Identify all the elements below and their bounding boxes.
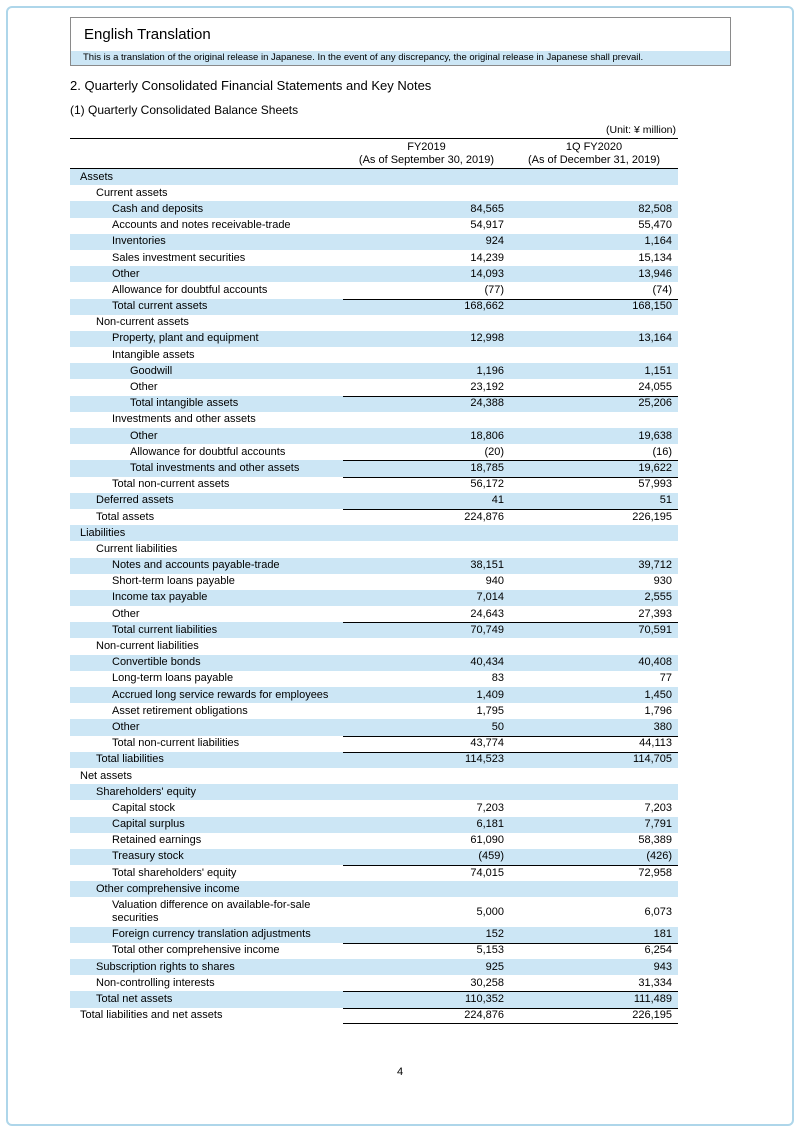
row-label: Total liabilities <box>96 753 164 766</box>
value-1q-fy2020: (426) <box>646 850 672 863</box>
row-label: Total net assets <box>96 992 173 1005</box>
row-label: Notes and accounts payable-trade <box>112 559 280 572</box>
value-1q-fy2020: 57,993 <box>510 477 678 493</box>
value-1q-fy2020: 2,555 <box>644 591 672 604</box>
row-label: Other <box>130 429 158 442</box>
row-label: Subscription rights to shares <box>96 960 235 973</box>
table-row <box>70 347 678 363</box>
value-fy2019: (77) <box>484 283 504 296</box>
table-row <box>70 574 678 590</box>
value-1q-fy2020 <box>510 347 678 363</box>
value-fy2019: 168,662 <box>343 299 510 315</box>
row-label: Liabilities <box>80 526 126 539</box>
table-row <box>70 541 678 557</box>
row-label: Foreign currency translation adjustments <box>112 928 311 941</box>
value-1q-fy2020 <box>510 315 678 331</box>
table-row <box>70 622 678 638</box>
value-1q-fy2020: 27,393 <box>638 607 672 620</box>
row-label: Long-term loans payable <box>112 672 234 685</box>
translation-notice-box <box>70 17 731 66</box>
value-1q-fy2020: 31,334 <box>638 976 672 989</box>
row-label: Other <box>112 267 140 280</box>
value-fy2019: 43,774 <box>343 736 510 752</box>
table-row <box>70 169 678 185</box>
page-content <box>70 17 731 1024</box>
row-label: Shareholders' equity <box>96 785 196 798</box>
subsection-heading: (1) Quarterly Consolidated Balance Sheets <box>70 103 299 117</box>
value-1q-fy2020: 15,134 <box>638 251 672 264</box>
row-label: Convertible bonds <box>112 656 201 669</box>
table-row <box>70 315 678 331</box>
row-label: Accrued long service rewards for employees <box>112 688 329 701</box>
table-row <box>70 752 678 768</box>
value-fy2019: 40,434 <box>470 656 504 669</box>
row-label: Retained earnings <box>112 834 202 847</box>
row-label: Income tax payable <box>112 591 208 604</box>
row-label: Valuation difference on available-for-sale securities <box>112 899 311 925</box>
value-1q-fy2020 <box>510 881 678 897</box>
table-row <box>70 250 678 266</box>
value-1q-fy2020: 13,946 <box>638 267 672 280</box>
row-label: Total non-current liabilities <box>112 737 240 750</box>
value-1q-fy2020: 40,408 <box>638 656 672 669</box>
value-fy2019: 7,014 <box>476 591 504 604</box>
row-label: Other <box>112 720 140 733</box>
row-label: Total intangible assets <box>130 397 239 410</box>
table-row <box>70 703 678 719</box>
value-fy2019: 940 <box>485 575 504 588</box>
value-fy2019: 30,258 <box>470 976 504 989</box>
value-1q-fy2020 <box>510 541 678 557</box>
table-row <box>70 412 678 428</box>
value-fy2019: 24,388 <box>343 396 510 412</box>
table-row <box>70 881 678 897</box>
value-1q-fy2020: 930 <box>653 575 672 588</box>
value-fy2019 <box>343 412 510 428</box>
value-1q-fy2020 <box>510 525 678 541</box>
row-label: Short-term loans payable <box>112 575 235 588</box>
table-row <box>70 444 678 460</box>
value-fy2019 <box>343 169 510 185</box>
value-1q-fy2020: 226,195 <box>510 509 678 525</box>
value-fy2019: 54,917 <box>470 219 504 232</box>
value-fy2019: (20) <box>484 445 504 458</box>
table-row <box>70 201 678 217</box>
value-1q-fy2020: 19,638 <box>638 429 672 442</box>
value-fy2019: 1,409 <box>476 688 504 701</box>
translation-title: English Translation <box>84 26 211 43</box>
value-1q-fy2020: 181 <box>653 928 672 941</box>
table-row <box>70 736 678 752</box>
section-heading: 2. Quarterly Consolidated Financial Statements and Key Notes <box>70 78 432 93</box>
value-1q-fy2020: 55,470 <box>638 219 672 232</box>
value-fy2019: 1,795 <box>476 704 504 717</box>
row-label: Allowance for doubtful accounts <box>112 283 268 296</box>
value-fy2019: 110,352 <box>343 991 510 1007</box>
value-fy2019: 18,785 <box>343 460 510 476</box>
value-fy2019: 1,196 <box>476 364 504 377</box>
value-fy2019 <box>343 881 510 897</box>
table-row <box>70 234 678 250</box>
row-label: Investments and other assets <box>112 413 256 426</box>
column-header-1q-fy2020 <box>510 139 678 168</box>
row-label: Goodwill <box>130 364 173 377</box>
value-fy2019: 6,181 <box>476 818 504 831</box>
value-fy2019: 5,000 <box>476 905 504 918</box>
row-label: Other comprehensive income <box>96 882 240 895</box>
table-row <box>70 477 678 493</box>
value-fy2019 <box>343 185 510 201</box>
value-fy2019: 114,523 <box>343 752 510 768</box>
table-row <box>70 493 678 509</box>
value-1q-fy2020: 168,150 <box>510 299 678 315</box>
value-1q-fy2020 <box>510 169 678 185</box>
table-row <box>70 1008 678 1024</box>
row-label: Capital surplus <box>112 818 185 831</box>
value-1q-fy2020: 25,206 <box>510 396 678 412</box>
value-1q-fy2020: 77 <box>659 672 672 685</box>
value-fy2019 <box>343 347 510 363</box>
row-label: Total other comprehensive income <box>112 944 280 957</box>
table-row <box>70 800 678 816</box>
value-1q-fy2020 <box>510 185 678 201</box>
table-row <box>70 299 678 315</box>
value-1q-fy2020: 114,705 <box>510 752 678 768</box>
value-fy2019: 61,090 <box>470 834 504 847</box>
value-fy2019: 56,172 <box>343 477 510 493</box>
value-1q-fy2020: 39,712 <box>638 559 672 572</box>
value-1q-fy2020: 1,796 <box>644 704 672 717</box>
table-row <box>70 833 678 849</box>
value-fy2019: 84,565 <box>470 202 504 215</box>
value-fy2019: 50 <box>491 720 504 733</box>
value-fy2019: 24,643 <box>470 607 504 620</box>
table-row <box>70 331 678 347</box>
table-row <box>70 460 678 476</box>
table-row <box>70 509 678 525</box>
value-fy2019: 224,876 <box>343 1008 510 1024</box>
row-label: Total liabilities and net assets <box>80 1009 223 1022</box>
value-fy2019: 14,239 <box>470 251 504 264</box>
row-label: Capital stock <box>112 801 175 814</box>
row-label: Asset retirement obligations <box>112 704 248 717</box>
table-row <box>70 655 678 671</box>
value-fy2019: 18,806 <box>470 429 504 442</box>
row-label: Total investments and other assets <box>130 461 300 474</box>
table-row <box>70 606 678 622</box>
table-row <box>70 687 678 703</box>
value-fy2019: 70,749 <box>343 622 510 638</box>
column-subtitle: (As of September 30, 2019) <box>358 153 495 166</box>
row-label: Property, plant and equipment <box>112 332 259 345</box>
value-1q-fy2020: 82,508 <box>638 202 672 215</box>
value-1q-fy2020: 1,450 <box>644 688 672 701</box>
value-1q-fy2020: 111,489 <box>510 991 678 1007</box>
table-header <box>70 138 678 169</box>
value-1q-fy2020: 72,958 <box>510 865 678 881</box>
column-header-fy2019 <box>343 139 510 168</box>
value-fy2019: 23,192 <box>470 381 504 394</box>
row-label: Sales investment securities <box>112 251 246 264</box>
table-row <box>70 428 678 444</box>
table-row <box>70 897 678 926</box>
value-fy2019: 224,876 <box>343 509 510 525</box>
value-fy2019: 38,151 <box>470 559 504 572</box>
row-label: Inventories <box>112 235 166 248</box>
table-row <box>70 363 678 379</box>
table-row <box>70 558 678 574</box>
value-fy2019: 83 <box>491 672 504 685</box>
table-body <box>70 169 678 1024</box>
table-row <box>70 927 678 943</box>
table-row <box>70 817 678 833</box>
value-fy2019 <box>343 525 510 541</box>
row-label: Treasury stock <box>112 850 184 863</box>
value-fy2019 <box>343 768 510 784</box>
table-row <box>70 638 678 654</box>
value-fy2019: 41 <box>491 494 504 507</box>
table-row <box>70 590 678 606</box>
value-1q-fy2020: 1,164 <box>644 235 672 248</box>
header-label-spacer <box>70 139 343 168</box>
row-label: Non-controlling interests <box>96 976 215 989</box>
value-fy2019: 12,998 <box>470 332 504 345</box>
column-subtitle: (As of December 31, 2019) <box>527 153 661 166</box>
value-1q-fy2020: 226,195 <box>510 1008 678 1024</box>
value-1q-fy2020: 6,073 <box>644 905 672 918</box>
table-row <box>70 784 678 800</box>
table-row <box>70 719 678 735</box>
table-row <box>70 379 678 395</box>
table-row <box>70 768 678 784</box>
column-title: FY2019 <box>407 140 446 153</box>
value-1q-fy2020: 13,164 <box>638 332 672 345</box>
row-label: Total current assets <box>112 300 208 313</box>
value-fy2019: 924 <box>485 235 504 248</box>
row-label: Cash and deposits <box>112 202 204 215</box>
table-row <box>70 525 678 541</box>
value-1q-fy2020: 943 <box>653 960 672 973</box>
value-fy2019 <box>343 784 510 800</box>
row-label: Other <box>112 607 140 620</box>
value-1q-fy2020: (16) <box>652 445 672 458</box>
table-row <box>70 671 678 687</box>
table-row <box>70 185 678 201</box>
row-label: Current assets <box>96 186 168 199</box>
row-label: Current liabilities <box>96 542 178 555</box>
value-fy2019: (459) <box>478 850 504 863</box>
row-label: Non-current assets <box>96 316 189 329</box>
value-fy2019: 5,153 <box>343 943 510 959</box>
value-fy2019: 14,093 <box>470 267 504 280</box>
value-1q-fy2020 <box>510 784 678 800</box>
table-row <box>70 218 678 234</box>
value-1q-fy2020: 58,389 <box>638 834 672 847</box>
table-row <box>70 396 678 412</box>
row-label: Total assets <box>96 510 155 523</box>
unit-note: (Unit: ¥ million) <box>605 124 676 136</box>
table-row <box>70 991 678 1007</box>
balance-sheet <box>70 124 678 1024</box>
value-fy2019 <box>343 541 510 557</box>
row-label: Non-current liabilities <box>96 640 199 653</box>
value-fy2019: 925 <box>485 960 504 973</box>
value-fy2019 <box>343 638 510 654</box>
value-fy2019: 152 <box>485 928 504 941</box>
translation-disclaimer: This is a translation of the original release in Japanese. In the event of any discrepancy, the original release in Japanese shall prevail. <box>71 51 730 65</box>
row-label: Total current liabilities <box>112 623 218 636</box>
table-row <box>70 943 678 959</box>
table-row <box>70 975 678 991</box>
value-1q-fy2020 <box>510 768 678 784</box>
value-1q-fy2020: 19,622 <box>510 460 678 476</box>
row-label: Accounts and notes receivable-trade <box>112 219 291 232</box>
value-1q-fy2020: 7,791 <box>644 818 672 831</box>
row-label: Assets <box>80 170 114 183</box>
value-1q-fy2020: 70,591 <box>510 622 678 638</box>
value-1q-fy2020 <box>510 412 678 428</box>
value-1q-fy2020: 7,203 <box>644 801 672 814</box>
value-fy2019: 7,203 <box>476 801 504 814</box>
page-number: 4 <box>396 1066 404 1078</box>
value-fy2019: 74,015 <box>343 865 510 881</box>
value-1q-fy2020 <box>510 638 678 654</box>
value-fy2019 <box>343 315 510 331</box>
value-1q-fy2020: 6,254 <box>510 943 678 959</box>
row-label: Net assets <box>80 769 132 782</box>
value-1q-fy2020: 1,151 <box>644 364 672 377</box>
value-1q-fy2020: 380 <box>653 720 672 733</box>
table-row <box>70 959 678 975</box>
table-row <box>70 849 678 865</box>
column-title: 1Q FY2020 <box>565 140 623 153</box>
table-row <box>70 266 678 282</box>
value-1q-fy2020: 51 <box>659 494 672 507</box>
row-label: Total shareholders' equity <box>112 866 237 879</box>
row-label: Total non-current assets <box>112 478 230 491</box>
value-1q-fy2020: 44,113 <box>510 736 678 752</box>
table-row <box>70 282 678 298</box>
row-label: Other <box>130 381 158 394</box>
table-row <box>70 865 678 881</box>
row-label: Deferred assets <box>96 494 174 507</box>
row-label: Allowance for doubtful accounts <box>130 445 286 458</box>
row-label: Intangible assets <box>112 348 195 361</box>
value-1q-fy2020: 24,055 <box>638 381 672 394</box>
value-1q-fy2020: (74) <box>652 283 672 296</box>
